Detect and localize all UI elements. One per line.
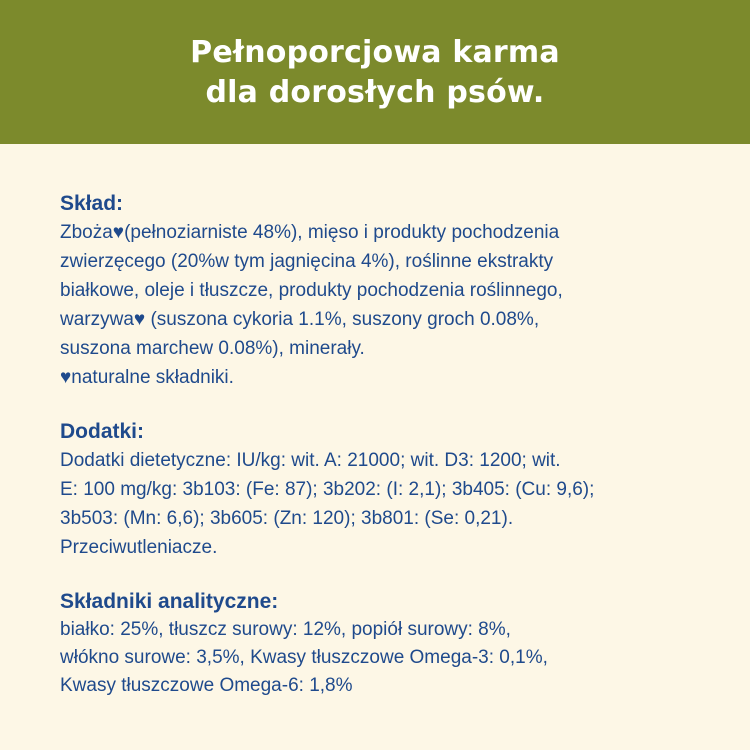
composition-footnote: ♥naturalne składniki. — [60, 367, 234, 388]
label-content — [60, 190, 730, 726]
composition-line: białkowe, oleje i tłuszcze, produkty pochodzenia roślinnego, — [60, 280, 563, 301]
composition-line: zwierzęcego (20%w tym jagnięcina 4%), roślinne ekstrakty — [60, 251, 554, 272]
analytical-line: Kwasy tłuszczowe Omega-6: 1,8% — [60, 675, 353, 696]
section-title-composition: Skład: — [60, 192, 124, 215]
section-composition — [60, 190, 730, 392]
composition-line: warzywa♥ (suszona cykoria 1.1%, suszony groch 0.08%, — [60, 309, 540, 330]
additives-line: E: 100 mg/kg: 3b103: (Fe: 87); 3b202: (I: 2,1); 3b405: (Cu: 9,6); — [60, 479, 595, 500]
analytical-line: białko: 25%, tłuszcz surowy: 12%, popiół surowy: 8%, — [60, 619, 511, 640]
section-title-analytical: Składniki analityczne: — [60, 590, 279, 613]
section-additives — [60, 418, 730, 562]
additives-line: Dodatki dietetyczne: IU/kg: wit. A: 21000; wit. D3: 1200; wit. — [60, 450, 561, 471]
header-title-line-1: Pełnoporcjowa karma — [190, 35, 560, 70]
composition-line: suszona marchew 0.08%), minerały. — [60, 338, 365, 359]
composition-line: Zboża♥(pełnoziarniste 48%), mięso i produkty pochodzenia — [60, 222, 560, 243]
additives-line: Przeciwutleniacze. — [60, 537, 218, 558]
header-banner — [0, 0, 750, 144]
section-analytical — [60, 588, 730, 700]
section-title-additives: Dodatki: — [60, 420, 144, 443]
additives-line: 3b503: (Mn: 6,6); 3b605: (Zn: 120); 3b801: (Se: 0,21). — [60, 508, 514, 529]
header-title-line-2: dla dorosłych psów. — [205, 75, 545, 110]
analytical-line: włókno surowe: 3,5%, Kwasy tłuszczowe Omega-3: 0,1%, — [60, 647, 548, 668]
